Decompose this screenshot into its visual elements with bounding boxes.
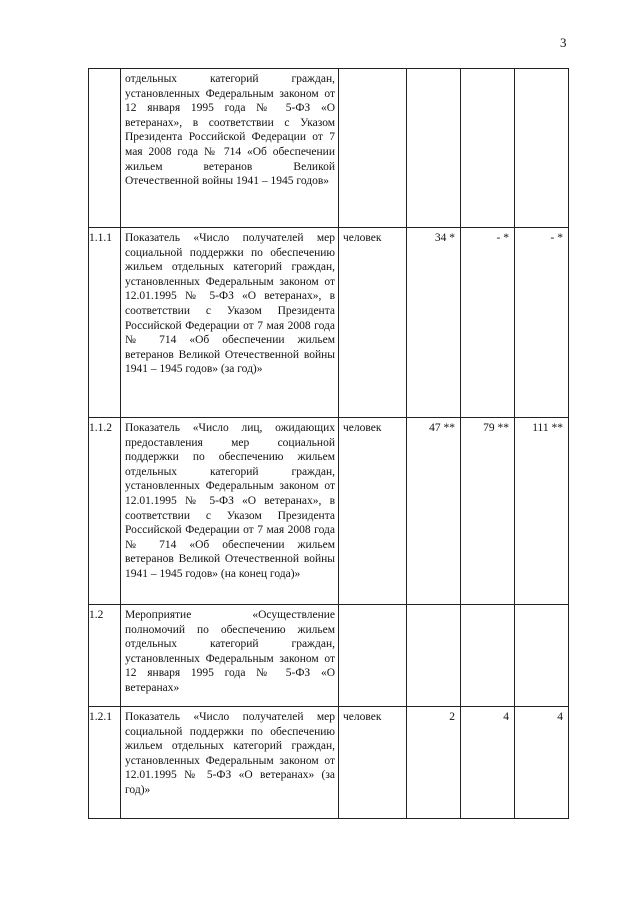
row-number: 1.1.1 xyxy=(89,228,121,418)
row-name-text: Показатель «Число получателей мер социальной поддержки по обеспечению жильем отдельных категорий граждан, установленных Федеральным законом от 12.01.1995 № 5-ФЗ «О ветеранах» (за год)» xyxy=(125,711,335,796)
row-unit: человек xyxy=(339,418,407,605)
row-unit: человек xyxy=(339,707,407,819)
row-value-3: 111 ** xyxy=(515,418,569,605)
row-value-2: 79 ** xyxy=(461,418,515,605)
row-name-text: Мероприятие «Осуществление полномочий по обеспечению жильем отдельных категорий граждан, установленных Федеральным законом от 12 января 1995 года № 5-ФЗ «О ветеранах» xyxy=(125,609,335,694)
row-name-cell xyxy=(121,228,339,418)
row-value-3: - * xyxy=(515,228,569,418)
row-value-3 xyxy=(515,605,569,707)
row-value-1: 2 xyxy=(407,707,461,819)
row-value-2 xyxy=(461,69,515,228)
table-row xyxy=(89,605,569,707)
row-value-1 xyxy=(407,69,461,228)
program-indicators-table xyxy=(88,68,569,819)
row-value-2 xyxy=(461,605,515,707)
row-value-3 xyxy=(515,69,569,228)
row-name-cell xyxy=(121,707,339,819)
row-unit: человек xyxy=(339,228,407,418)
table-row xyxy=(89,418,569,605)
row-value-2: - * xyxy=(461,228,515,418)
row-name-cell xyxy=(121,418,339,605)
row-value-3: 4 xyxy=(515,707,569,819)
row-value-1: 34 * xyxy=(407,228,461,418)
row-name-cell xyxy=(121,69,339,228)
row-number: 1.2 xyxy=(89,605,121,707)
row-number xyxy=(89,69,121,228)
row-name-cell xyxy=(121,605,339,707)
row-name-text: Показатель «Число получателей мер социальной поддержки по обеспечению жильем отдельных категорий граждан, установленных Федеральным законом от 12.01.1995 № 5-ФЗ «О ветеранах», в соответствии с Указом Президента Российской Федерации от 7 мая 2008 года № 714 «Об обеспечении жильем ветеранов Великой Отечественной войны 1941 – 1945 годов» (за год)» xyxy=(125,232,335,376)
table-row xyxy=(89,69,569,228)
row-number: 1.2.1 xyxy=(89,707,121,819)
row-name-text: отдельных категорий граждан, установленных Федеральным законом от 12 января 1995 года № 5-ФЗ «О ветеранах», в соответствии с Указом Президента Российской Федерации от 7 мая 2008 года № 714 «Об обеспечении жильем ветеранов Великой Отечественной войны 1941 – 1945 годов» xyxy=(125,73,335,188)
row-name-text: Показатель «Число лиц, ожидающих предоставления мер социальной поддержки по обеспечению жильем отдельных категорий граждан, установленных Федеральным законом от 12.01.1995 № 5-ФЗ «О ветеранах», в соответствии с Указом Президента Российской Федерации от 7 мая 2008 года № 714 «Об обеспечении жильем ветеранов Великой Отечественной войны 1941 – 1945 годов» (на конец года)» xyxy=(125,422,335,580)
row-unit xyxy=(339,69,407,228)
table-row xyxy=(89,228,569,418)
row-unit xyxy=(339,605,407,707)
table-row xyxy=(89,707,569,819)
row-value-1 xyxy=(407,605,461,707)
row-value-1: 47 ** xyxy=(407,418,461,605)
row-number: 1.1.2 xyxy=(89,418,121,605)
page-number: 3 xyxy=(560,35,567,50)
row-value-2: 4 xyxy=(461,707,515,819)
